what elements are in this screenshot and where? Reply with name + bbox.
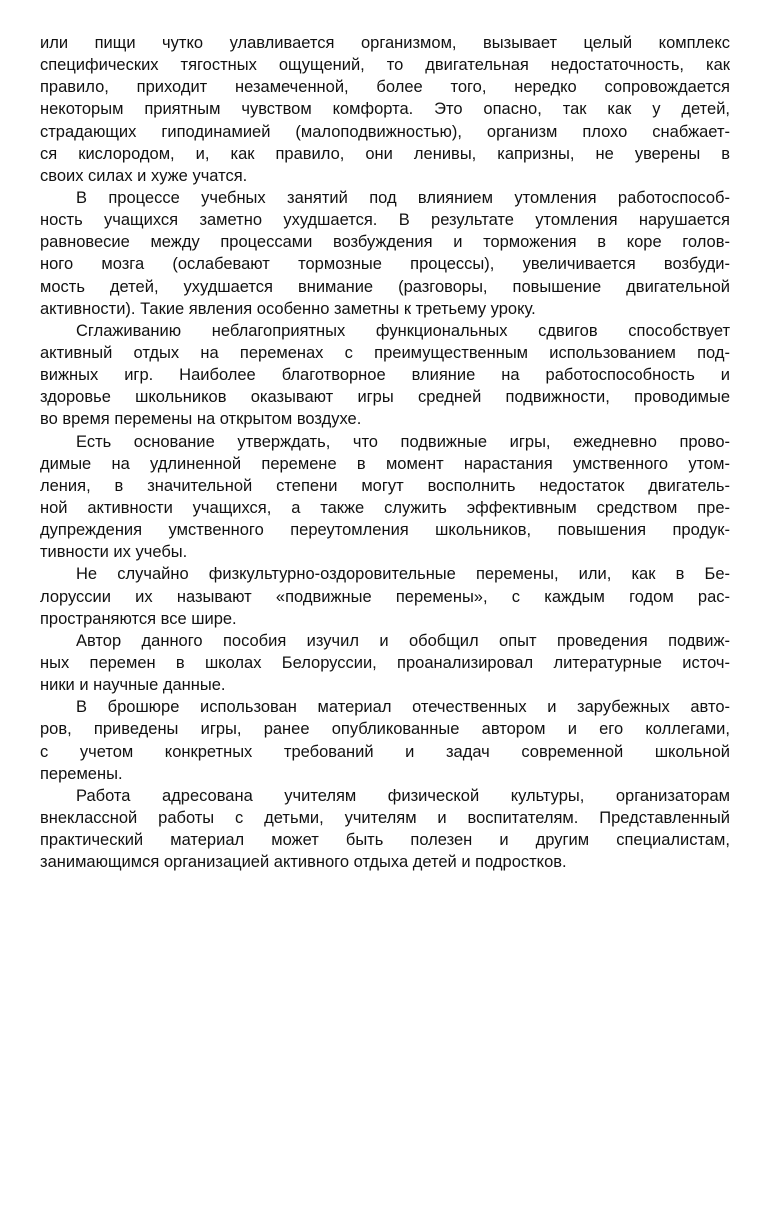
text-line: ных перемен в школах Белоруссии, проанализировал литературные источ- <box>40 653 730 672</box>
paragraph <box>40 431 730 564</box>
text-line: некоторым приятным чувством комфорта. Это опасно, так как у детей, <box>40 100 730 119</box>
text-line: ной активности учащихся, а также служить эффективным средством пре- <box>40 498 730 517</box>
text-line: с учетом конкретных требований и задач современной школьной <box>40 742 730 761</box>
text-line: активный отдых на переменах с преимущественным использованием под- <box>40 343 730 362</box>
text-line: практический материал может быть полезен и другим специалистам, <box>40 831 730 850</box>
text-line: правило, приходит незамеченной, более того, нередко сопровождается <box>40 78 730 97</box>
text-line: В процессе учебных занятий под влиянием утомления работоспособ- <box>76 188 730 207</box>
text-line: вижных игр. Наиболее благотворное влияние на работоспособность и <box>40 366 730 385</box>
text-line: ся кислородом, и, как правило, они ленивы, капризны, не уверены в <box>40 144 730 163</box>
paragraph <box>40 563 730 629</box>
paragraph <box>40 320 730 431</box>
text-line: мость детей, ухудшается внимание (разговоры, повышение двигательной <box>40 277 730 296</box>
text-line: ность учащихся заметно ухудшается. В результате утомления нарушается <box>40 211 730 230</box>
text-line: страдающих гиподинамией (малоподвижностью), организм плохо снабжает- <box>40 122 730 141</box>
text-line: Работа адресована учителям физической культуры, организаторам <box>76 786 730 805</box>
text-line: ники и научные данные. <box>40 676 226 695</box>
text-line: дупреждения умственного переутомления школьников, повышения продук- <box>40 521 730 540</box>
text-line: ления, в значительной степени могут восполнить недостаток двигатель- <box>40 476 730 495</box>
text-line: внеклассной работы с детьми, учителям и воспитателям. Представленный <box>40 808 730 827</box>
text-line: тивности их учебы. <box>40 543 188 562</box>
text-line: ного мозга (ослабевают тормозные процессы), увеличивается возбуди- <box>40 255 730 274</box>
text-line: специфических тягостных ощущений, то двигательная недостаточность, как <box>40 56 730 75</box>
document-page <box>40 32 730 873</box>
text-line: Автор данного пособия изучил и обобщил опыт проведения подвиж- <box>76 631 730 650</box>
text-line: занимающимся организацией активного отдыха детей и подростков. <box>40 853 567 872</box>
text-line: своих силах и хуже учатся. <box>40 166 248 185</box>
paragraph <box>40 785 730 874</box>
text-line: активности). Такие явления особенно заметны к третьему уроку. <box>40 299 536 318</box>
text-line: пространяются все шире. <box>40 609 237 628</box>
text-line: Не случайно физкультурно-оздоровительные перемены, или, как в Бе- <box>76 565 730 584</box>
text-line: перемены. <box>40 764 123 783</box>
paragraph <box>40 696 730 785</box>
text-line: лоруссии их называют «подвижные перемены», с каждым годом рас- <box>40 587 730 606</box>
text-line: здоровье школьников оказывают игры средней подвижности, проводимые <box>40 388 730 407</box>
text-line: димые на удлиненной перемене в момент нарастания умственного утом- <box>40 454 730 473</box>
text-line: или пищи чутко улавливается организмом, вызывает целый комплекс <box>40 34 730 52</box>
paragraph <box>40 187 730 320</box>
text-line: В брошюре использован материал отечественных и зарубежных авто- <box>76 698 730 717</box>
text-line: во время перемены на открытом воздухе. <box>40 410 362 429</box>
paragraph <box>40 32 730 187</box>
paragraph <box>40 630 730 696</box>
text-line: ров, приведены игры, ранее опубликованные автором и его коллегами, <box>40 720 730 739</box>
text-line: Сглаживанию неблагоприятных функциональных сдвигов способствует <box>76 321 730 340</box>
text-line: Есть основание утверждать, что подвижные игры, ежедневно прово- <box>76 432 730 451</box>
text-line: равновесие между процессами возбуждения и торможения в коре голов- <box>40 233 730 252</box>
